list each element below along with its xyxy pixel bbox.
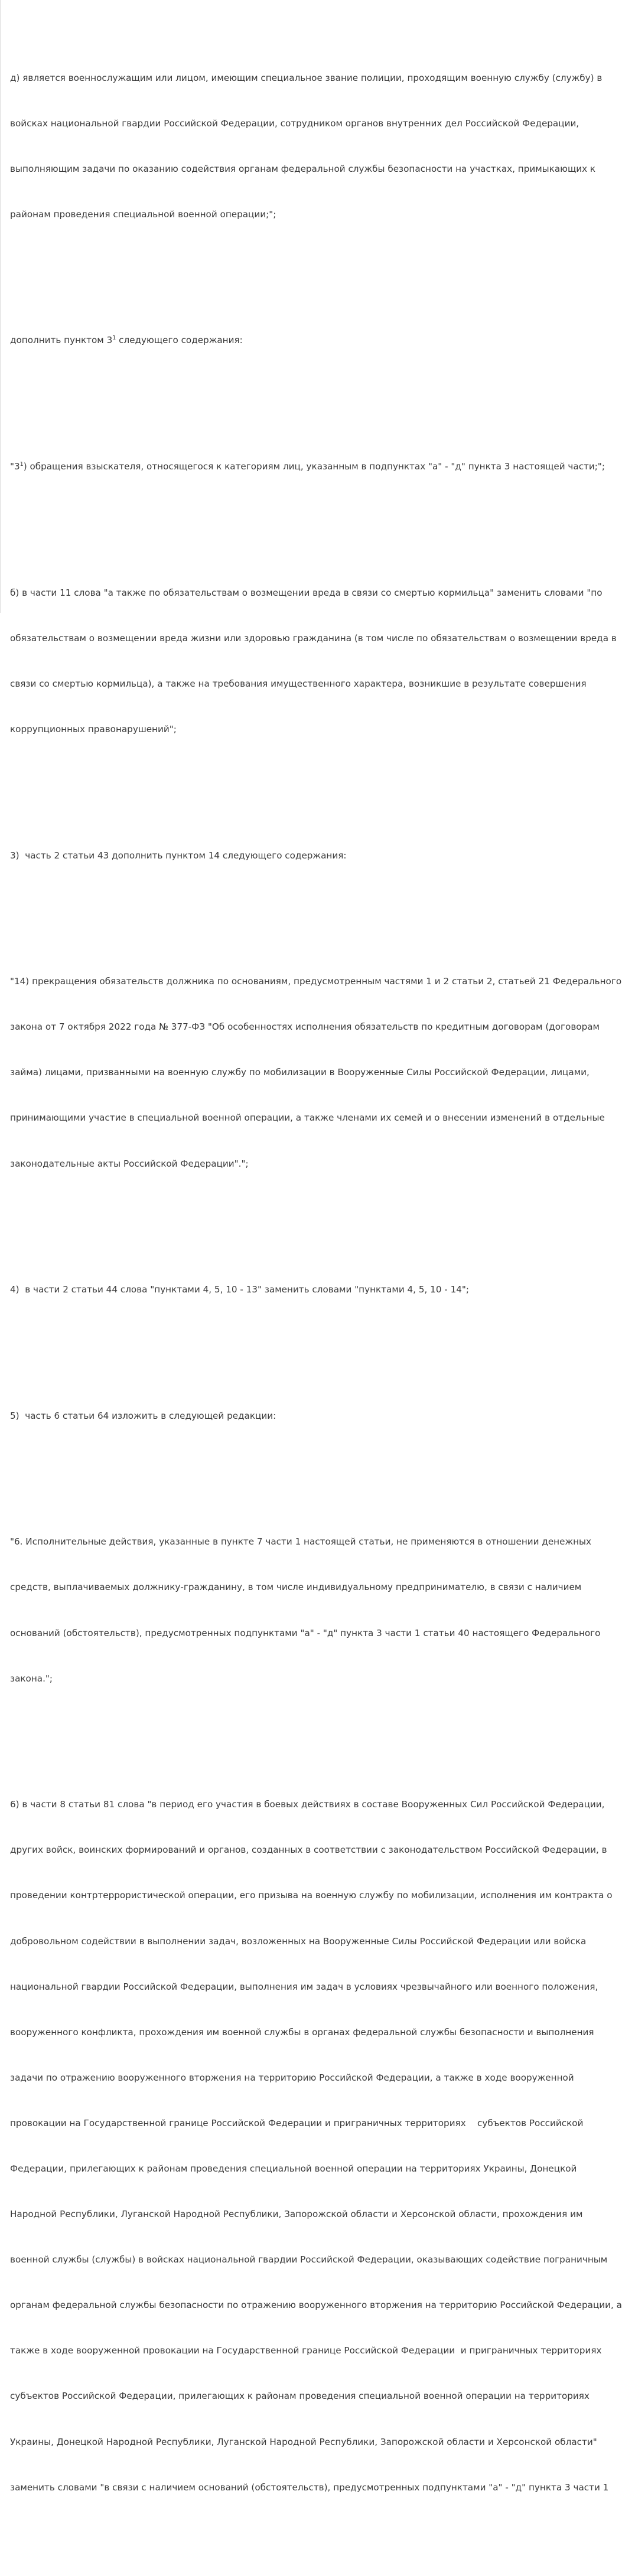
text-line: также в ходе вооруженной провокации на Государственной границе Российской Федерации и приграничных территориях bbox=[10, 2345, 602, 2356]
text-line: 6) в части 8 статьи 81 слова "в период его участия в боевых действиях в составе Вооруженных Сил Российской Федерации, bbox=[10, 1799, 605, 1810]
superscript: 1 bbox=[112, 335, 116, 342]
text-line: 5) часть 6 статьи 64 изложить в следующей редакции: bbox=[10, 1410, 276, 1421]
text-line: национальной гвардии Российской Федерации, выполнения им задач в условиях чрезвычайного или военного положения, bbox=[10, 1981, 598, 1992]
text-line: районам проведения специальной военной операции;"; bbox=[10, 208, 276, 220]
text-line: оснований (обстоятельств), предусмотренных подпунктами "а" - "д" пункта 3 части 1 статьи 40 настоящего Федерального bbox=[10, 1627, 601, 1638]
text-line: войсках национальной гвардии Российской Федерации, сотрудником органов внутренних дел Российской Федерации, bbox=[10, 117, 579, 129]
text-fragment: дополнить пунктом 3 bbox=[10, 335, 113, 346]
left-border bbox=[0, 0, 1, 613]
text-line: выполняющим задачи по оказанию содействия органам федеральной службы безопасности на участках, примыкающих к bbox=[10, 163, 596, 174]
paragraph-add-item-3-1 bbox=[10, 303, 610, 379]
paragraph-item-3 bbox=[10, 818, 610, 894]
paragraph-item-4 bbox=[10, 1252, 610, 1328]
text-line: законодательные акты Российской Федерации"."; bbox=[10, 1158, 249, 1169]
paragraph-item-14-text bbox=[10, 944, 622, 1202]
text-line bbox=[10, 459, 610, 475]
text-fragment: следующего содержания: bbox=[116, 335, 243, 346]
text-line: 3) часть 2 статьи 43 дополнить пунктом 14 следующего содержания: bbox=[10, 850, 347, 861]
text-line: связи со смертью кормильца), а также на требования имущественного характера, возникшие в результате совершения bbox=[10, 678, 587, 689]
text-line: "6. Исполнительные действия, указанные в пункте 7 части 1 настоящей статьи, не применяются в отношении денежных bbox=[10, 1536, 592, 1547]
paragraph-subitem-b bbox=[10, 555, 617, 768]
text-line: Федерации, прилегающих к районам проведения специальной военной операции на территориях Украины, Донецкой bbox=[10, 2163, 577, 2174]
document-text bbox=[10, 0, 622, 2576]
paragraph-subitem-d bbox=[10, 40, 610, 253]
text-line: займа) лицами, призванными на военную службу по мобилизации в Вооруженные Силы Российской Федерации, лицами, bbox=[10, 1067, 590, 1078]
text-line: добровольном содействии в выполнении задач, возложенных на Вооруженные Силы Российской Федерации или войска bbox=[10, 1935, 587, 1947]
text-line: закона."; bbox=[10, 1673, 53, 1684]
text-line: задачи по отражению вооруженного вторжения на территорию Российской Федерации, а также в ходе вооруженной bbox=[10, 2072, 574, 2083]
text-line: проведении контртеррористической операции, его призыва на военную службу по мобилизации, исполнения им контракта о bbox=[10, 1890, 613, 1901]
text-line: д) является военнослужащим или лицом, имеющим специальное звание полиции, проходящим военную службу (службу) в bbox=[10, 72, 603, 83]
text-line: 4) в части 2 статьи 44 слова "пунктами 4, 5, 10 - 13" заменить словами "пунктами 4, 5, 10 - 14"; bbox=[10, 1284, 470, 1295]
text-line: заменить словами "в связи с наличием оснований (обстоятельств), предусмотренных подпунктами "а" - "д" пункта 3 части 1 bbox=[10, 2482, 609, 2493]
text-line: военной службы (службы) в войсках национальной гвардии Российской Федерации, оказывающих содействие пограничным bbox=[10, 2254, 608, 2265]
text-line: "14) прекращения обязательств должника по основаниям, предусмотренным частями 1 и 2 статьи 2, статьей 21 Федерального bbox=[10, 976, 622, 987]
text-line bbox=[10, 333, 610, 348]
text-fragment: ) обращения взыскателя, относящегося к категориям лиц, указанным в подпунктах "а" - "д" пункта 3 настоящей части;"; bbox=[23, 461, 605, 472]
text-line: субъектов Российской Федерации, прилегающих к районам проведения специальной военной операции на территориях bbox=[10, 2391, 590, 2402]
text-line: вооруженного конфликта, прохождения им военной службы в органах федеральной службы безопасности и выполнения bbox=[10, 2026, 594, 2038]
text-line: органам федеральной службы безопасности по отражению вооруженного вторжения на территорию Российской Федерации, а bbox=[10, 2300, 622, 2311]
text-line: других войск, воинских формирований и органов, созданных в соответствии с законодательством Российской Федерации, в bbox=[10, 1844, 607, 1856]
text-fragment: "3 bbox=[10, 461, 20, 472]
text-line: Народной Республики, Луганской Народной Республики, Запорожской области и Херсонской области, прохождения им bbox=[10, 2209, 583, 2220]
paragraph-item-5 bbox=[10, 1378, 610, 1454]
paragraph-item-6 bbox=[10, 1767, 622, 2526]
text-line: провокации на Государственной границе Российской Федерации и приграничных территориях субъектов Российской bbox=[10, 2117, 584, 2128]
superscript: 1 bbox=[19, 461, 24, 468]
text-line: Украины, Донецкой Народной Республики, Луганской Народной Республики, Запорожской области и Херсонской области" bbox=[10, 2436, 597, 2447]
text-line: б) в части 11 слова "а также по обязательствам о возмещении вреда в связи со смертью кормильца" заменить словами "по bbox=[10, 587, 603, 598]
text-line: принимающими участие в специальной военной операции, а также членами их семей и о внесении изменений в отдельные bbox=[10, 1112, 605, 1124]
text-line: обязательствам о возмещении вреда жизни или здоровью гражданина (в том числе по обязательствам о возмещении вреда в bbox=[10, 632, 617, 644]
paragraph-item-3-1-text bbox=[10, 429, 610, 505]
text-line: закона от 7 октября 2022 года № 377-ФЗ "Об особенностях исполнения обязательств по кредитным договорам (договорам bbox=[10, 1021, 600, 1033]
paragraph-part-6-text bbox=[10, 1504, 610, 1717]
text-line: средств, выплачиваемых должнику-гражданину, в том числе индивидуальному предпринимателю, в связи с наличием bbox=[10, 1582, 582, 1593]
text-line: коррупционных правонарушений"; bbox=[10, 723, 177, 734]
